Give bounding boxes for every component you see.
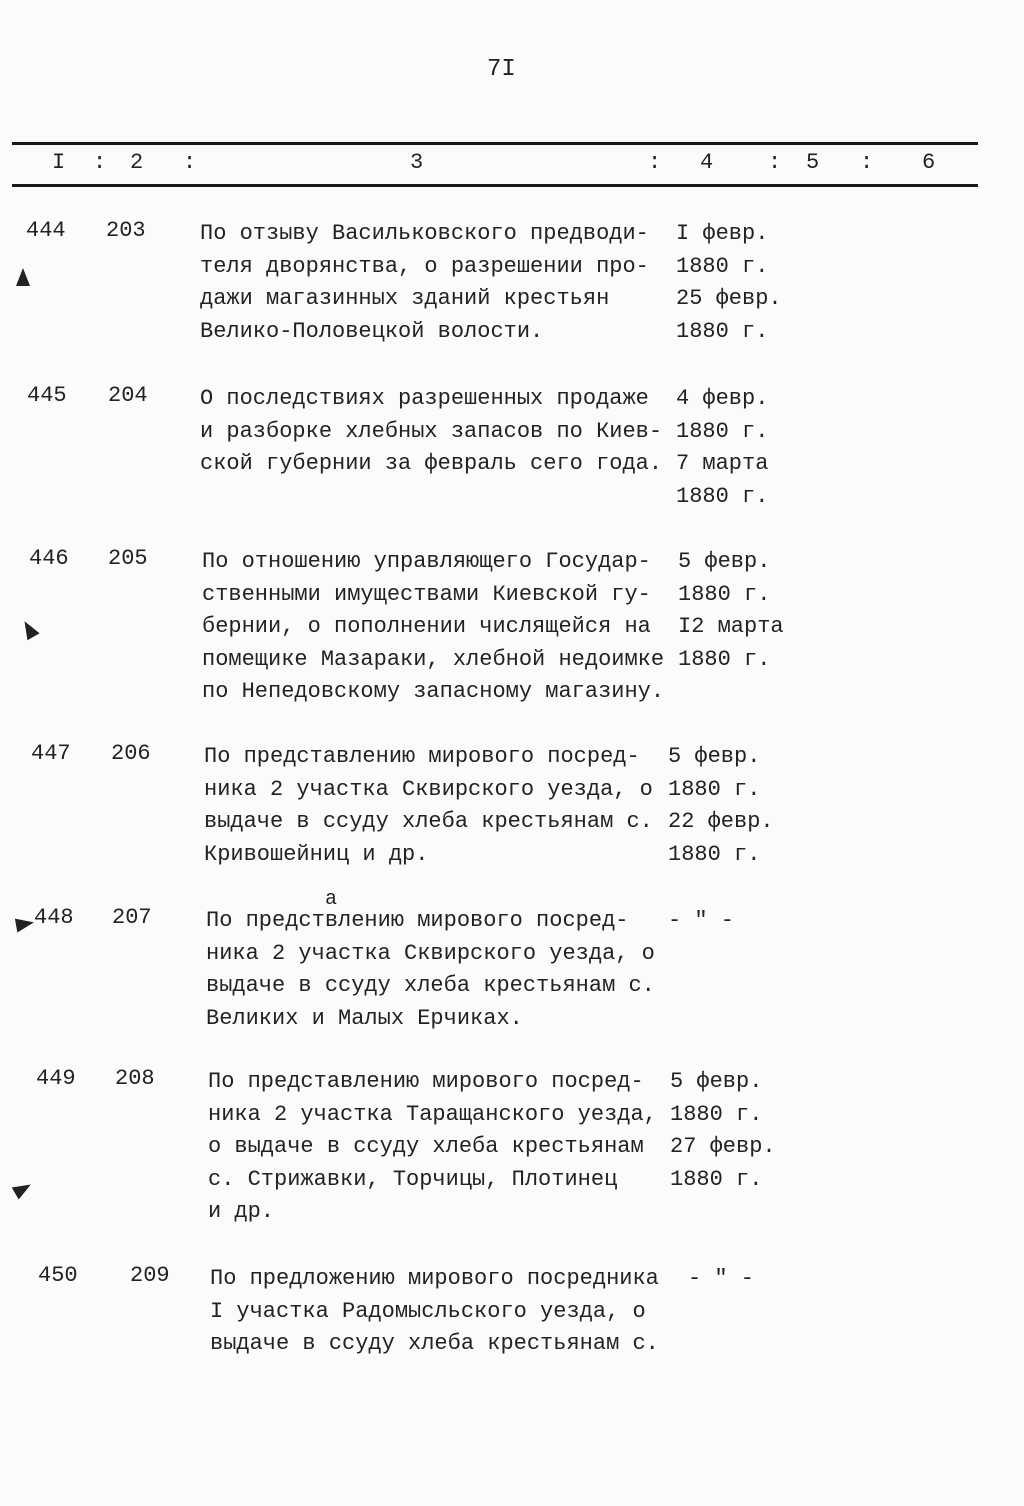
entry-number: 444 bbox=[26, 218, 66, 243]
date-line: 1880 г. bbox=[668, 776, 761, 802]
entry-description bbox=[210, 1263, 659, 1361]
date-line: 5 февр. bbox=[670, 1069, 763, 1094]
description-line: помещике Мазараки, хлебной недоимке bbox=[202, 646, 665, 672]
col-sep: : bbox=[768, 150, 782, 175]
entry-number: 447 bbox=[31, 741, 71, 766]
description-line: ника 2 участка Сквирского уезда, о bbox=[204, 776, 653, 802]
entry-dates bbox=[688, 1263, 754, 1296]
file-number: 207 bbox=[112, 905, 152, 930]
entry-dates bbox=[668, 905, 734, 938]
description-line: выдаче в ссуду хлеба крестьянам с. bbox=[204, 809, 653, 834]
date-line: - " - bbox=[688, 1266, 755, 1291]
description-line: По отношению управляющего Государ- bbox=[202, 549, 651, 574]
col-sep: : bbox=[860, 150, 874, 175]
entry-number: 446 bbox=[29, 546, 69, 571]
date-line: 1880 г. bbox=[670, 1101, 763, 1127]
col-sep: : bbox=[648, 150, 662, 175]
date-line: 1880 г. bbox=[678, 646, 771, 672]
date-line: 25 февр. bbox=[676, 286, 782, 311]
file-number: 208 bbox=[115, 1066, 155, 1091]
date-line: 1880 г. bbox=[676, 253, 769, 279]
col-sep: : bbox=[183, 150, 197, 175]
file-number: 205 bbox=[108, 546, 148, 571]
header-top-rule bbox=[12, 142, 978, 145]
description-line: Кривошейниц и др. bbox=[204, 841, 429, 867]
file-number: 209 bbox=[130, 1263, 170, 1288]
entry-description bbox=[208, 1066, 657, 1229]
archive-mark-icon bbox=[12, 1178, 35, 1199]
entry-number: 448 bbox=[34, 905, 74, 930]
col-header-3: 3 bbox=[410, 150, 424, 175]
date-line: 27 февр. bbox=[670, 1134, 776, 1159]
description-line: выдаче в ссуду хлеба крестьянам с. bbox=[210, 1331, 659, 1356]
description-line: По представлению мирового посред- bbox=[208, 1069, 644, 1094]
date-line: 1880 г. bbox=[676, 318, 769, 344]
description-line: ской губернии за февраль сего года. bbox=[200, 451, 663, 476]
description-line: ника 2 участка Таращанского уезда, bbox=[208, 1101, 657, 1127]
col-header-2: 2 bbox=[130, 150, 144, 175]
entry-dates bbox=[676, 218, 782, 348]
description-line: выдаче в ссуду хлеба крестьянам с. bbox=[206, 973, 655, 998]
description-line: ника 2 участка Сквирского уезда, о bbox=[206, 940, 655, 966]
date-line: - " - bbox=[668, 908, 735, 933]
entry-dates bbox=[676, 383, 768, 513]
description-line: бернии, о пополнении числящейся на bbox=[202, 614, 651, 639]
col-header-4: 4 bbox=[700, 150, 714, 175]
col-header-1: I bbox=[52, 150, 66, 175]
description-line: По предствлению мирового посред- bbox=[206, 908, 629, 933]
description-line: по Непедовскому запасному магазину. bbox=[202, 679, 665, 704]
date-line: 5 февр. bbox=[678, 549, 771, 574]
col-sep: : bbox=[93, 150, 107, 175]
description-line: дажи магазинных зданий крестьян bbox=[200, 286, 610, 311]
date-line: 1880 г. bbox=[676, 483, 769, 509]
date-line: 1880 г. bbox=[678, 581, 771, 607]
entry-description bbox=[204, 741, 653, 871]
entry-description bbox=[200, 383, 662, 481]
entry-dates bbox=[678, 546, 784, 676]
description-line: Великих и Малых Ерчиках. bbox=[206, 1005, 523, 1031]
description-line: I участка Радомысльского уезда, о bbox=[210, 1298, 646, 1324]
entry-description bbox=[206, 905, 655, 1035]
date-line: I2 марта bbox=[678, 614, 784, 639]
description-line: По отзыву Васильковского предводи- bbox=[200, 221, 649, 246]
archive-mark-icon bbox=[18, 618, 39, 641]
description-line: ственными имуществами Киевской гу- bbox=[202, 581, 651, 607]
entry-dates bbox=[668, 741, 774, 871]
description-line: и разборке хлебных запасов по Киев- bbox=[200, 418, 663, 444]
date-line: 7 марта bbox=[676, 451, 769, 476]
date-line: 5 февр. bbox=[668, 744, 761, 769]
col-header-5: 5 bbox=[806, 150, 820, 175]
col-header-6: 6 bbox=[922, 150, 936, 175]
date-line: 22 февр. bbox=[668, 809, 774, 834]
description-line: По предложению мирового посредника bbox=[210, 1266, 659, 1291]
entry-description bbox=[202, 546, 664, 709]
description-line: и др. bbox=[208, 1199, 275, 1224]
description-line: теля дворянства, о разрешении про- bbox=[200, 253, 649, 279]
file-number: 203 bbox=[106, 218, 146, 243]
entry-dates bbox=[670, 1066, 776, 1196]
date-line: I февр. bbox=[676, 221, 769, 246]
file-number: 204 bbox=[108, 383, 148, 408]
archive-mark-icon bbox=[15, 916, 35, 933]
entry-number: 445 bbox=[27, 383, 67, 408]
handwritten-correction: а bbox=[325, 888, 338, 911]
page-number: 7I bbox=[487, 56, 516, 83]
file-number: 206 bbox=[111, 741, 151, 766]
entry-number: 449 bbox=[36, 1066, 76, 1091]
archive-mark-icon bbox=[16, 268, 30, 286]
description-line: с. Стрижавки, Торчицы, Плотинец bbox=[208, 1166, 618, 1192]
description-line: о выдаче в ссуду хлеба крестьянам bbox=[208, 1134, 644, 1159]
date-line: 1880 г. bbox=[668, 841, 761, 867]
header-bottom-rule bbox=[12, 184, 978, 187]
entry-description bbox=[200, 218, 649, 348]
description-line: Велико-Половецкой волости. bbox=[200, 318, 544, 344]
date-line: 4 февр. bbox=[676, 386, 769, 411]
date-line: 1880 г. bbox=[670, 1166, 763, 1192]
date-line: 1880 г. bbox=[676, 418, 769, 444]
description-line: По представлению мирового посред- bbox=[204, 744, 640, 769]
entry-number: 450 bbox=[38, 1263, 78, 1288]
description-line: О последствиях разрешенных продаже bbox=[200, 386, 649, 411]
